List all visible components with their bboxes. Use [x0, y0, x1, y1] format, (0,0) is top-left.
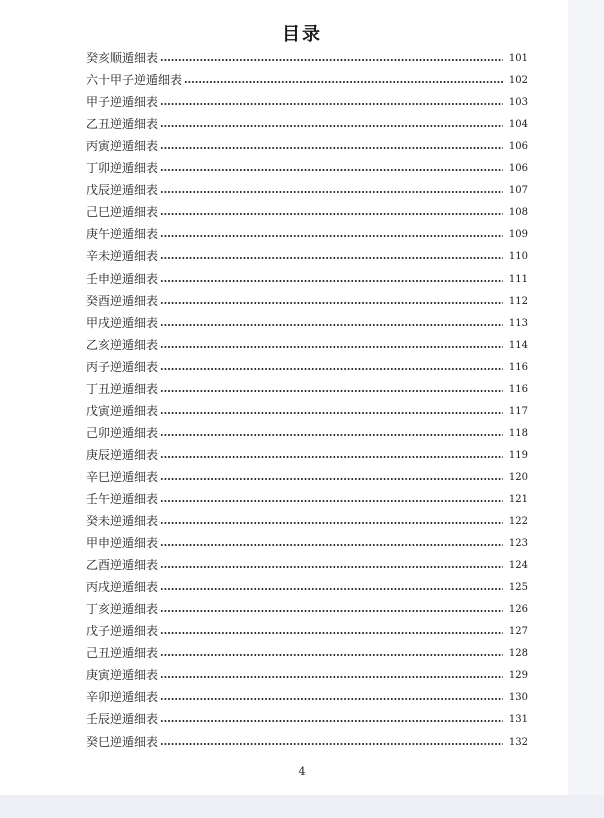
toc-entry[interactable]: [86, 198, 528, 220]
dot-leader: [160, 632, 503, 634]
toc-entry-page: 106: [508, 141, 528, 153]
dot-leader: [160, 434, 503, 436]
toc-entry-page: 103: [508, 97, 528, 109]
toc-entry-page: 128: [508, 648, 528, 660]
toc-entry[interactable]: [86, 66, 528, 88]
toc-entry-title: 戊寅逆遁细表: [86, 403, 159, 418]
toc-entry[interactable]: [86, 617, 528, 639]
toc-entry-page: 106: [508, 163, 528, 175]
toc-entry[interactable]: [86, 242, 528, 264]
dot-leader: [160, 390, 503, 392]
toc-entry-page: 116: [508, 361, 528, 373]
toc-entry-page: 122: [508, 516, 528, 528]
toc-entry-title: 庚寅逆遁细表: [86, 668, 159, 683]
dot-leader: [160, 125, 503, 127]
toc-entry-title: 己卯逆遁细表: [86, 425, 159, 440]
toc-entry-page: 125: [508, 582, 528, 594]
dot-leader: [160, 213, 503, 215]
toc-entry[interactable]: [86, 727, 528, 749]
toc-entry-page: 126: [508, 604, 528, 616]
toc-entry-title: 丁卯逆遁细表: [86, 161, 159, 176]
toc-entry[interactable]: [86, 88, 528, 110]
toc-entry[interactable]: [86, 573, 528, 595]
toc-entry[interactable]: [86, 507, 528, 529]
toc-entry-page: 127: [508, 626, 528, 638]
toc-entry[interactable]: [86, 220, 528, 242]
dot-leader: [160, 302, 503, 304]
dot-leader: [160, 103, 503, 105]
toc-entry-title: 辛未逆遁细表: [86, 249, 159, 264]
toc-entry-page: 124: [508, 560, 528, 572]
dot-leader: [160, 257, 503, 259]
toc-entry-page: 129: [508, 670, 528, 682]
toc-entry[interactable]: [86, 397, 528, 419]
dot-leader: [160, 654, 503, 656]
toc-entry-title: 戊辰逆遁细表: [86, 183, 159, 198]
toc-entry-title: 丙子逆遁细表: [86, 359, 159, 374]
toc-entry[interactable]: [86, 683, 528, 705]
dot-leader: [160, 610, 503, 612]
toc-entry-title: 丁亥逆遁细表: [86, 602, 159, 617]
toc-entry-title: 庚辰逆遁细表: [86, 447, 159, 462]
toc-entry-page: 130: [508, 692, 528, 704]
dot-leader: [184, 81, 503, 83]
toc-entry-page: 109: [508, 229, 528, 241]
toc-entry-page: 120: [508, 471, 528, 483]
toc-entry-page: 114: [508, 339, 528, 351]
toc-entry-page: 132: [508, 736, 528, 748]
toc-entry-page: 118: [508, 427, 528, 439]
toc-entry[interactable]: [86, 110, 528, 132]
toc-entry-title: 乙酉逆遁细表: [86, 558, 159, 573]
toc-entry-page: 107: [508, 185, 528, 197]
toc-entry-page: 102: [508, 75, 528, 87]
toc-entry[interactable]: [86, 419, 528, 441]
dot-leader: [160, 544, 503, 546]
toc-entry-title: 辛巳逆遁细表: [86, 469, 159, 484]
toc-entry[interactable]: [86, 661, 528, 683]
toc-entry-title: 甲子逆遁细表: [86, 95, 159, 110]
toc-entry[interactable]: [86, 705, 528, 727]
toc-entry-page: 112: [508, 295, 528, 307]
toc-entry[interactable]: [86, 595, 528, 617]
dot-leader: [160, 191, 503, 193]
toc-entry-title: 癸酉逆遁细表: [86, 293, 159, 308]
toc-entry-page: 117: [508, 405, 528, 417]
toc-entry-page: 116: [508, 383, 528, 395]
toc-entry[interactable]: [86, 309, 528, 331]
dot-leader: [160, 169, 503, 171]
toc-entry-page: 123: [508, 538, 528, 550]
toc-entry[interactable]: [86, 441, 528, 463]
scrollbar-track[interactable]: [568, 0, 604, 795]
toc-entry-title: 癸未逆遁细表: [86, 514, 159, 529]
dot-leader: [160, 743, 503, 745]
toc-entry[interactable]: [86, 287, 528, 309]
dot-leader: [160, 522, 503, 524]
toc-entry[interactable]: [86, 176, 528, 198]
toc-entry-title: 庚午逆遁细表: [86, 227, 159, 242]
toc-entry-title: 甲申逆遁细表: [86, 536, 159, 551]
toc-entry-title: 乙丑逆遁细表: [86, 117, 159, 132]
toc-entry-title: 乙亥逆遁细表: [86, 337, 159, 352]
dot-leader: [160, 456, 503, 458]
toc-entry[interactable]: [86, 639, 528, 661]
toc-entry-title: 丁丑逆遁细表: [86, 381, 159, 396]
toc-entry-title: 己丑逆遁细表: [86, 646, 159, 661]
toc-entry-page: 119: [508, 449, 528, 461]
table-of-contents: [86, 44, 528, 750]
dot-leader: [160, 698, 503, 700]
toc-entry-title: 戊子逆遁细表: [86, 624, 159, 639]
toc-entry-page: 131: [508, 714, 528, 726]
toc-entry[interactable]: [86, 331, 528, 353]
toc-entry-page: 111: [508, 273, 528, 285]
toc-entry-page: 101: [508, 53, 528, 65]
toc-entry-title: 甲戌逆遁细表: [86, 315, 159, 330]
page-title: 目录: [282, 24, 322, 45]
dot-leader: [160, 324, 503, 326]
page-number: 4: [298, 765, 306, 778]
toc-entry-title: 癸亥顺遁细表: [86, 51, 159, 66]
dot-leader: [160, 346, 503, 348]
toc-entry-title: 辛卯逆遁细表: [86, 690, 159, 705]
toc-entry[interactable]: [86, 154, 528, 176]
toc-entry-page: 110: [508, 251, 528, 263]
dot-leader: [160, 478, 503, 480]
toc-entry[interactable]: [86, 44, 528, 66]
toc-entry-title: 丙寅逆遁细表: [86, 139, 159, 154]
dot-leader: [160, 500, 503, 502]
dot-leader: [160, 588, 503, 590]
toc-entry[interactable]: [86, 551, 528, 573]
toc-entry-title: 六十甲子逆遁细表: [86, 73, 183, 88]
dot-leader: [160, 720, 503, 722]
toc-entry-page: 104: [508, 119, 528, 131]
toc-entry-title: 丙戌逆遁细表: [86, 580, 159, 595]
toc-entry-page: 121: [508, 493, 528, 505]
dot-leader: [160, 147, 503, 149]
toc-entry-title: 壬午逆遁细表: [86, 491, 159, 506]
toc-entry[interactable]: [86, 529, 528, 551]
dot-leader: [160, 368, 503, 370]
toc-entry[interactable]: [86, 132, 528, 154]
toc-entry[interactable]: [86, 353, 528, 375]
dot-leader: [160, 566, 503, 568]
toc-entry-title: 壬申逆遁细表: [86, 271, 159, 286]
toc-entry-title: 壬辰逆遁细表: [86, 712, 159, 727]
toc-entry-title: 己巳逆遁细表: [86, 205, 159, 220]
dot-leader: [160, 235, 503, 237]
dot-leader: [160, 412, 503, 414]
toc-entry[interactable]: [86, 463, 528, 485]
toc-entry-title: 癸巳逆遁细表: [86, 734, 159, 749]
toc-entry-page: 108: [508, 207, 528, 219]
dot-leader: [160, 280, 503, 282]
toc-entry[interactable]: [86, 485, 528, 507]
toc-entry[interactable]: [86, 375, 528, 397]
dot-leader: [160, 59, 503, 61]
dot-leader: [160, 676, 503, 678]
toc-entry-page: 113: [508, 317, 528, 329]
toc-entry[interactable]: [86, 264, 528, 286]
